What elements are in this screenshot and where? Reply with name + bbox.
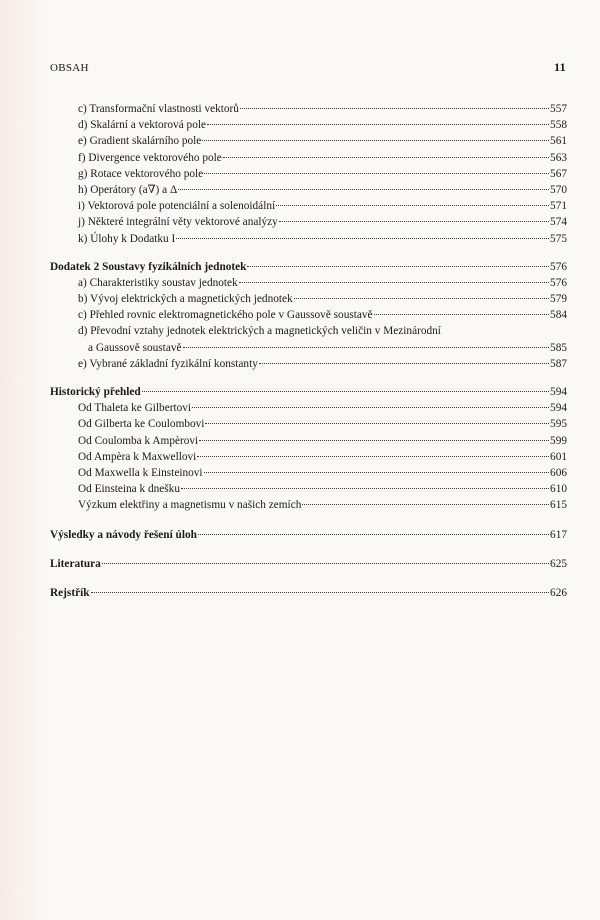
toc-entry-title: Od Ampèra k Maxwellovi (78, 450, 197, 463)
toc-entry[interactable] (50, 133, 567, 149)
toc-entry-title: d) Skalární a vektorová pole (78, 119, 206, 132)
dot-leader (176, 238, 549, 239)
section-gap (50, 572, 567, 585)
dot-leader (240, 108, 549, 109)
toc-entry[interactable] (50, 449, 567, 465)
toc-entry-title: a Gaussově soustavě (88, 341, 182, 354)
toc-entry-page: 587 (550, 357, 567, 370)
dot-leader (259, 363, 549, 364)
toc-entry-page: 576 (550, 276, 567, 289)
toc-entry-title: Od Einsteina k dnešku (78, 483, 180, 496)
toc-entry[interactable] (50, 291, 567, 307)
dot-leader (181, 488, 549, 489)
toc-entry-page: 558 (550, 119, 567, 132)
toc-entry[interactable] (50, 198, 567, 214)
toc-entry-title: i) Vektorová pole potenciální a solenoidální (78, 200, 276, 213)
toc-entry-title: e) Vybrané základní fyzikální konstanty (78, 357, 258, 370)
toc-entry-page: 567 (550, 167, 567, 180)
toc-entry[interactable] (50, 465, 567, 481)
dot-leader (198, 534, 549, 535)
toc-entry-page: 557 (550, 103, 567, 115)
toc-entry-page: 585 (550, 341, 567, 354)
toc-section-heading[interactable] (50, 384, 567, 400)
toc-entry-page: 563 (550, 151, 567, 164)
toc-entry-page: 561 (550, 135, 567, 148)
dot-leader (302, 504, 549, 505)
toc-entry-page: 626 (550, 586, 567, 599)
toc-entry-page: 610 (550, 483, 567, 496)
toc-entry-title: g) Rotace vektorového pole (78, 167, 204, 180)
toc-entry-page: 599 (550, 434, 567, 447)
dot-leader (178, 189, 549, 190)
toc-entry-page: 571 (550, 200, 567, 213)
toc-entry[interactable] (50, 400, 567, 416)
section-gap (50, 514, 567, 527)
toc-section-heading[interactable] (50, 585, 567, 601)
toc-entry-page: 574 (550, 216, 567, 229)
toc-entry-title: Výzkum elektřiny a magnetismu v našich zemích (78, 499, 302, 512)
toc-entry-title: Od Thaleta ke Gilbertovi (78, 402, 192, 415)
dot-leader (202, 140, 549, 141)
dot-leader (247, 266, 549, 267)
toc-section-heading[interactable] (50, 556, 567, 572)
dot-leader (91, 592, 550, 593)
section-gap (50, 543, 567, 556)
toc-entry-page: 615 (550, 499, 567, 512)
toc-entry-title: Literatura (50, 557, 101, 570)
toc-entry[interactable] (50, 101, 567, 117)
dot-leader (204, 472, 549, 473)
toc-entry[interactable] (50, 433, 567, 449)
dot-leader (192, 407, 549, 408)
toc-entry[interactable] (50, 307, 567, 323)
toc-entry[interactable] (50, 231, 567, 247)
running-header (50, 60, 566, 75)
toc-entry-title: Historický přehled (50, 386, 141, 399)
toc-entry-page: 601 (550, 450, 567, 463)
dot-leader (199, 440, 549, 441)
toc-entry-page: 584 (550, 309, 567, 322)
toc-entry-page: 570 (550, 183, 567, 196)
section-gap (50, 372, 567, 384)
toc-entry[interactable] (50, 481, 567, 497)
toc-entry[interactable] (50, 356, 567, 372)
table-of-contents (50, 101, 567, 601)
toc-entry[interactable] (50, 214, 567, 230)
dot-leader (374, 314, 549, 315)
toc-entry[interactable] (50, 275, 567, 291)
toc-entry[interactable] (50, 117, 567, 133)
dot-leader (204, 173, 549, 174)
dot-leader (205, 423, 549, 424)
toc-entry[interactable] (50, 150, 567, 166)
toc-entry[interactable] (50, 166, 567, 182)
toc-entry[interactable] (50, 340, 567, 356)
toc-entry[interactable] (50, 497, 567, 513)
toc-entry-page: 606 (550, 466, 567, 479)
page-number: 11 (554, 60, 566, 74)
toc-entry[interactable] (50, 416, 567, 432)
dot-leader (183, 347, 550, 348)
dot-leader (223, 157, 549, 158)
toc-entry-page: 575 (550, 232, 567, 245)
toc-entry-title: Od Coulomba k Ampèrovi (78, 434, 199, 447)
toc-entry-title: c) Transformační vlastnosti vektorů (78, 103, 239, 115)
toc-entry-title: a) Charakteristiky soustav jednotek (78, 276, 238, 289)
toc-entry-title: d) Převodní vztahy jednotek elektrických a magnetických veličin v Mezinárodní (78, 325, 441, 338)
toc-entry-title: h) Operátory (a∇) a Δ (78, 183, 178, 196)
toc-entry-title: f) Divergence vektorového pole (78, 151, 222, 164)
toc-entry-page: 595 (550, 418, 567, 431)
toc-entry-title: j) Některé integrální věty vektorové analýzy (78, 216, 278, 229)
toc-entry-page: 625 (550, 557, 567, 570)
running-header-title: OBSAH (50, 62, 89, 74)
dot-leader (276, 205, 549, 206)
toc-entry-page: 594 (550, 402, 567, 415)
toc-entry-title: Výsledky a návody řešení úloh (50, 528, 197, 541)
toc-section-heading[interactable] (50, 527, 567, 543)
dot-leader (207, 124, 549, 125)
toc-entry-title: Od Maxwella k Einsteinovi (78, 466, 203, 479)
toc-entry-title: k) Úlohy k Dodatku I (78, 232, 176, 245)
dot-leader (142, 391, 549, 392)
toc-entry-title: c) Přehled rovnic elektromagnetického pole v Gaussově soustavě (78, 309, 373, 322)
toc-entry-title: Dodatek 2 Soustavy fyzikálních jednotek (50, 260, 247, 273)
page-edge-shading (0, 0, 46, 920)
section-gap (50, 247, 567, 259)
toc-entry-page: 617 (550, 528, 567, 541)
toc-entry-title: Od Gilberta ke Coulombovi (78, 418, 205, 431)
toc-entry[interactable] (50, 182, 567, 198)
toc-entry-title: Rejstřík (50, 586, 90, 599)
dot-leader (279, 221, 549, 222)
dot-leader (102, 563, 549, 564)
toc-entry-page: 576 (550, 260, 567, 273)
toc-entry-page: 594 (550, 386, 567, 399)
toc-section-heading[interactable] (50, 259, 567, 275)
toc-entry-title: b) Vývoj elektrických a magnetických jednotek (78, 293, 293, 306)
toc-entry-page: 579 (550, 293, 567, 306)
dot-leader (197, 456, 549, 457)
dot-leader (294, 298, 549, 299)
dot-leader (239, 282, 549, 283)
toc-entry-title: e) Gradient skalárního pole (78, 135, 202, 148)
